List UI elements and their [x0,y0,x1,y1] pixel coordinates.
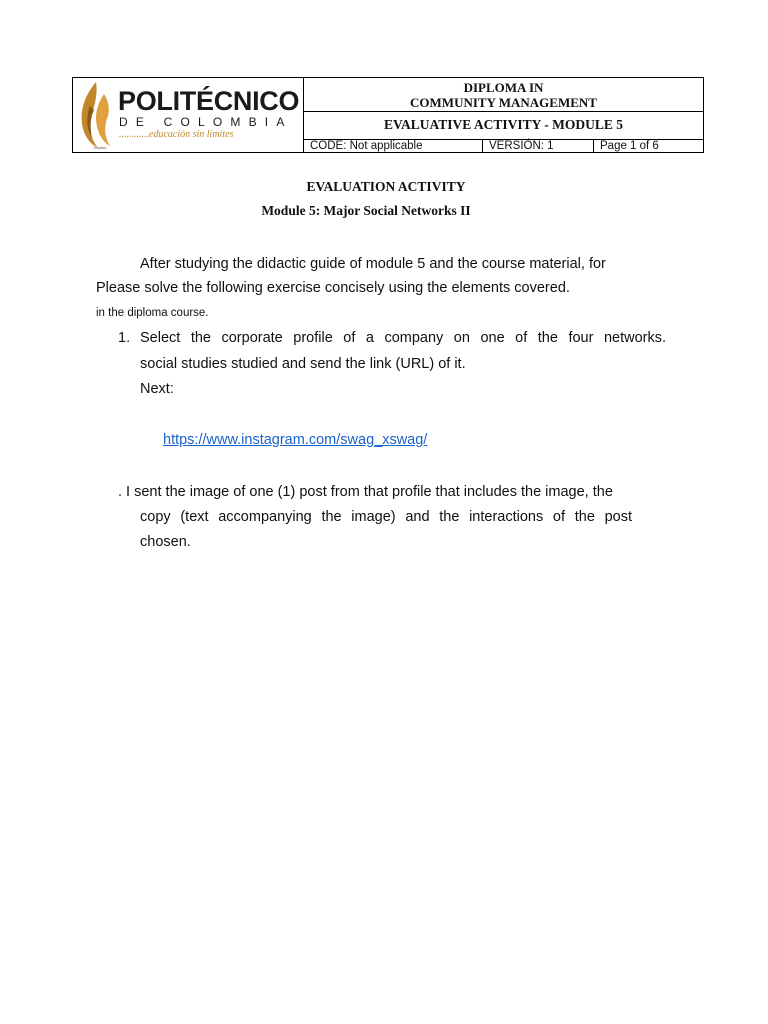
logo-wordmark: POLITÉCNICO [118,86,300,116]
intro-line-2: Please solve the following exercise concisely using the elements covered. [96,280,570,296]
flame-logo-icon [78,80,116,150]
document-version: VERSIÓN: 1 [483,140,594,152]
item-2-line-2: copy (text accompanying the image) and the interactions of the post [140,509,632,525]
item-2-line-3: chosen. [140,534,191,550]
logo-subtitle: DE COLOMBIA [119,115,293,129]
diploma-title [304,78,703,112]
link-list-item [163,431,427,449]
diploma-title-line1: DIPLOMA IN [463,80,544,95]
item-1-line-2: social studies studied and send the link (URL) of it. [140,356,466,372]
instagram-profile-link[interactable]: https://www.instagram.com/swag_xswag/ [163,432,428,448]
module-title: Module 5: Major Social Networks II [261,203,471,218]
activity-title: EVALUATIVE ACTIVITY - MODULE 5 [304,112,703,140]
item-2-line-1: . I sent the image of one (1) post from that profile that includes the image, the [118,484,613,500]
document-header [72,77,704,153]
item-1-number: 1. [118,330,131,346]
institution-logo [73,78,304,152]
page-number: Page 1 of 6 [600,140,659,152]
item-1-line-3: Next: [140,381,174,397]
intro-line-1: After studying the didactic guide of module 5 and the course material, for [140,256,606,272]
logo-tagline: ............educación sin límites [119,129,234,140]
page-title: EVALUATION ACTIVITY [306,179,466,194]
document-code: CODE: Not applicable [304,140,483,152]
diploma-title-line2: COMMUNITY MANAGEMENT [410,95,597,110]
item-1-line-1: Select the corporate profile of a company on one of the four networks. [140,330,666,346]
document-meta-row [304,140,703,152]
intro-line-3: in the diploma course. [96,307,209,319]
